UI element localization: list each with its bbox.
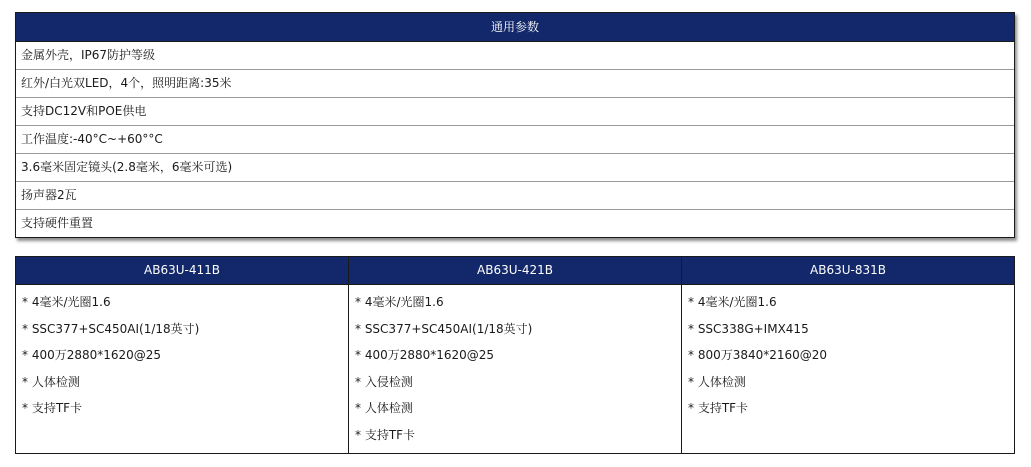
feature-item: * 400万2880*1620@25 <box>22 348 162 362</box>
model-header: AB63U-411B <box>16 257 348 285</box>
general-parameters-header: 通用参数 <box>16 13 1014 42</box>
feature-item: * 4毫米/光圈1.6 <box>355 295 444 309</box>
feature-item: * 800万3840*2160@20 <box>688 348 828 362</box>
general-row-led: 红外/白光双LED，4个，照明距离:35米 <box>16 70 1014 98</box>
model-header: AB63U-831B <box>682 257 1014 285</box>
model-column-411b <box>16 257 349 453</box>
feature-item: * 人体检测 <box>688 374 746 389</box>
feature-item: * SSC338G+IMX415 <box>688 321 809 336</box>
general-row-lens: 3.6毫米固定镜头(2.8毫米，6毫米可选) <box>16 154 1014 182</box>
feature-item: * 支持TF卡 <box>355 427 416 442</box>
general-row-power: 支持DC12V和POE供电 <box>16 98 1014 126</box>
model-column-831b <box>682 257 1014 453</box>
feature-item: * 人体检测 <box>355 401 413 415</box>
feature-item: * 支持TF卡 <box>22 401 83 415</box>
general-row-temperature: 工作温度:-40°C~+60°°C <box>16 126 1014 154</box>
feature-item: * 400万2880*1620@25 <box>355 348 495 362</box>
feature-item: * SSC377+SC450AI(1/18英寸) <box>22 321 200 336</box>
feature-item: * 4毫米/光圈1.6 <box>688 295 777 309</box>
general-row-reset: 支持硬件重置 <box>21 216 94 230</box>
feature-item: * 入侵检测 <box>355 374 413 389</box>
feature-item: * 4毫米/光圈1.6 <box>22 295 111 309</box>
feature-item: * 支持TF卡 <box>688 401 749 415</box>
general-row-speaker: 扬声器2瓦 <box>16 182 1014 210</box>
general-parameters-table <box>15 12 1015 238</box>
model-table <box>15 256 1015 454</box>
feature-item: * 人体检测 <box>22 374 80 389</box>
model-column-421b <box>349 257 682 453</box>
feature-item: * SSC377+SC450AI(1/18英寸) <box>355 321 533 336</box>
general-row-enclosure: 金属外壳，IP67防护等级 <box>16 42 1014 70</box>
model-header: AB63U-421B <box>349 257 681 285</box>
